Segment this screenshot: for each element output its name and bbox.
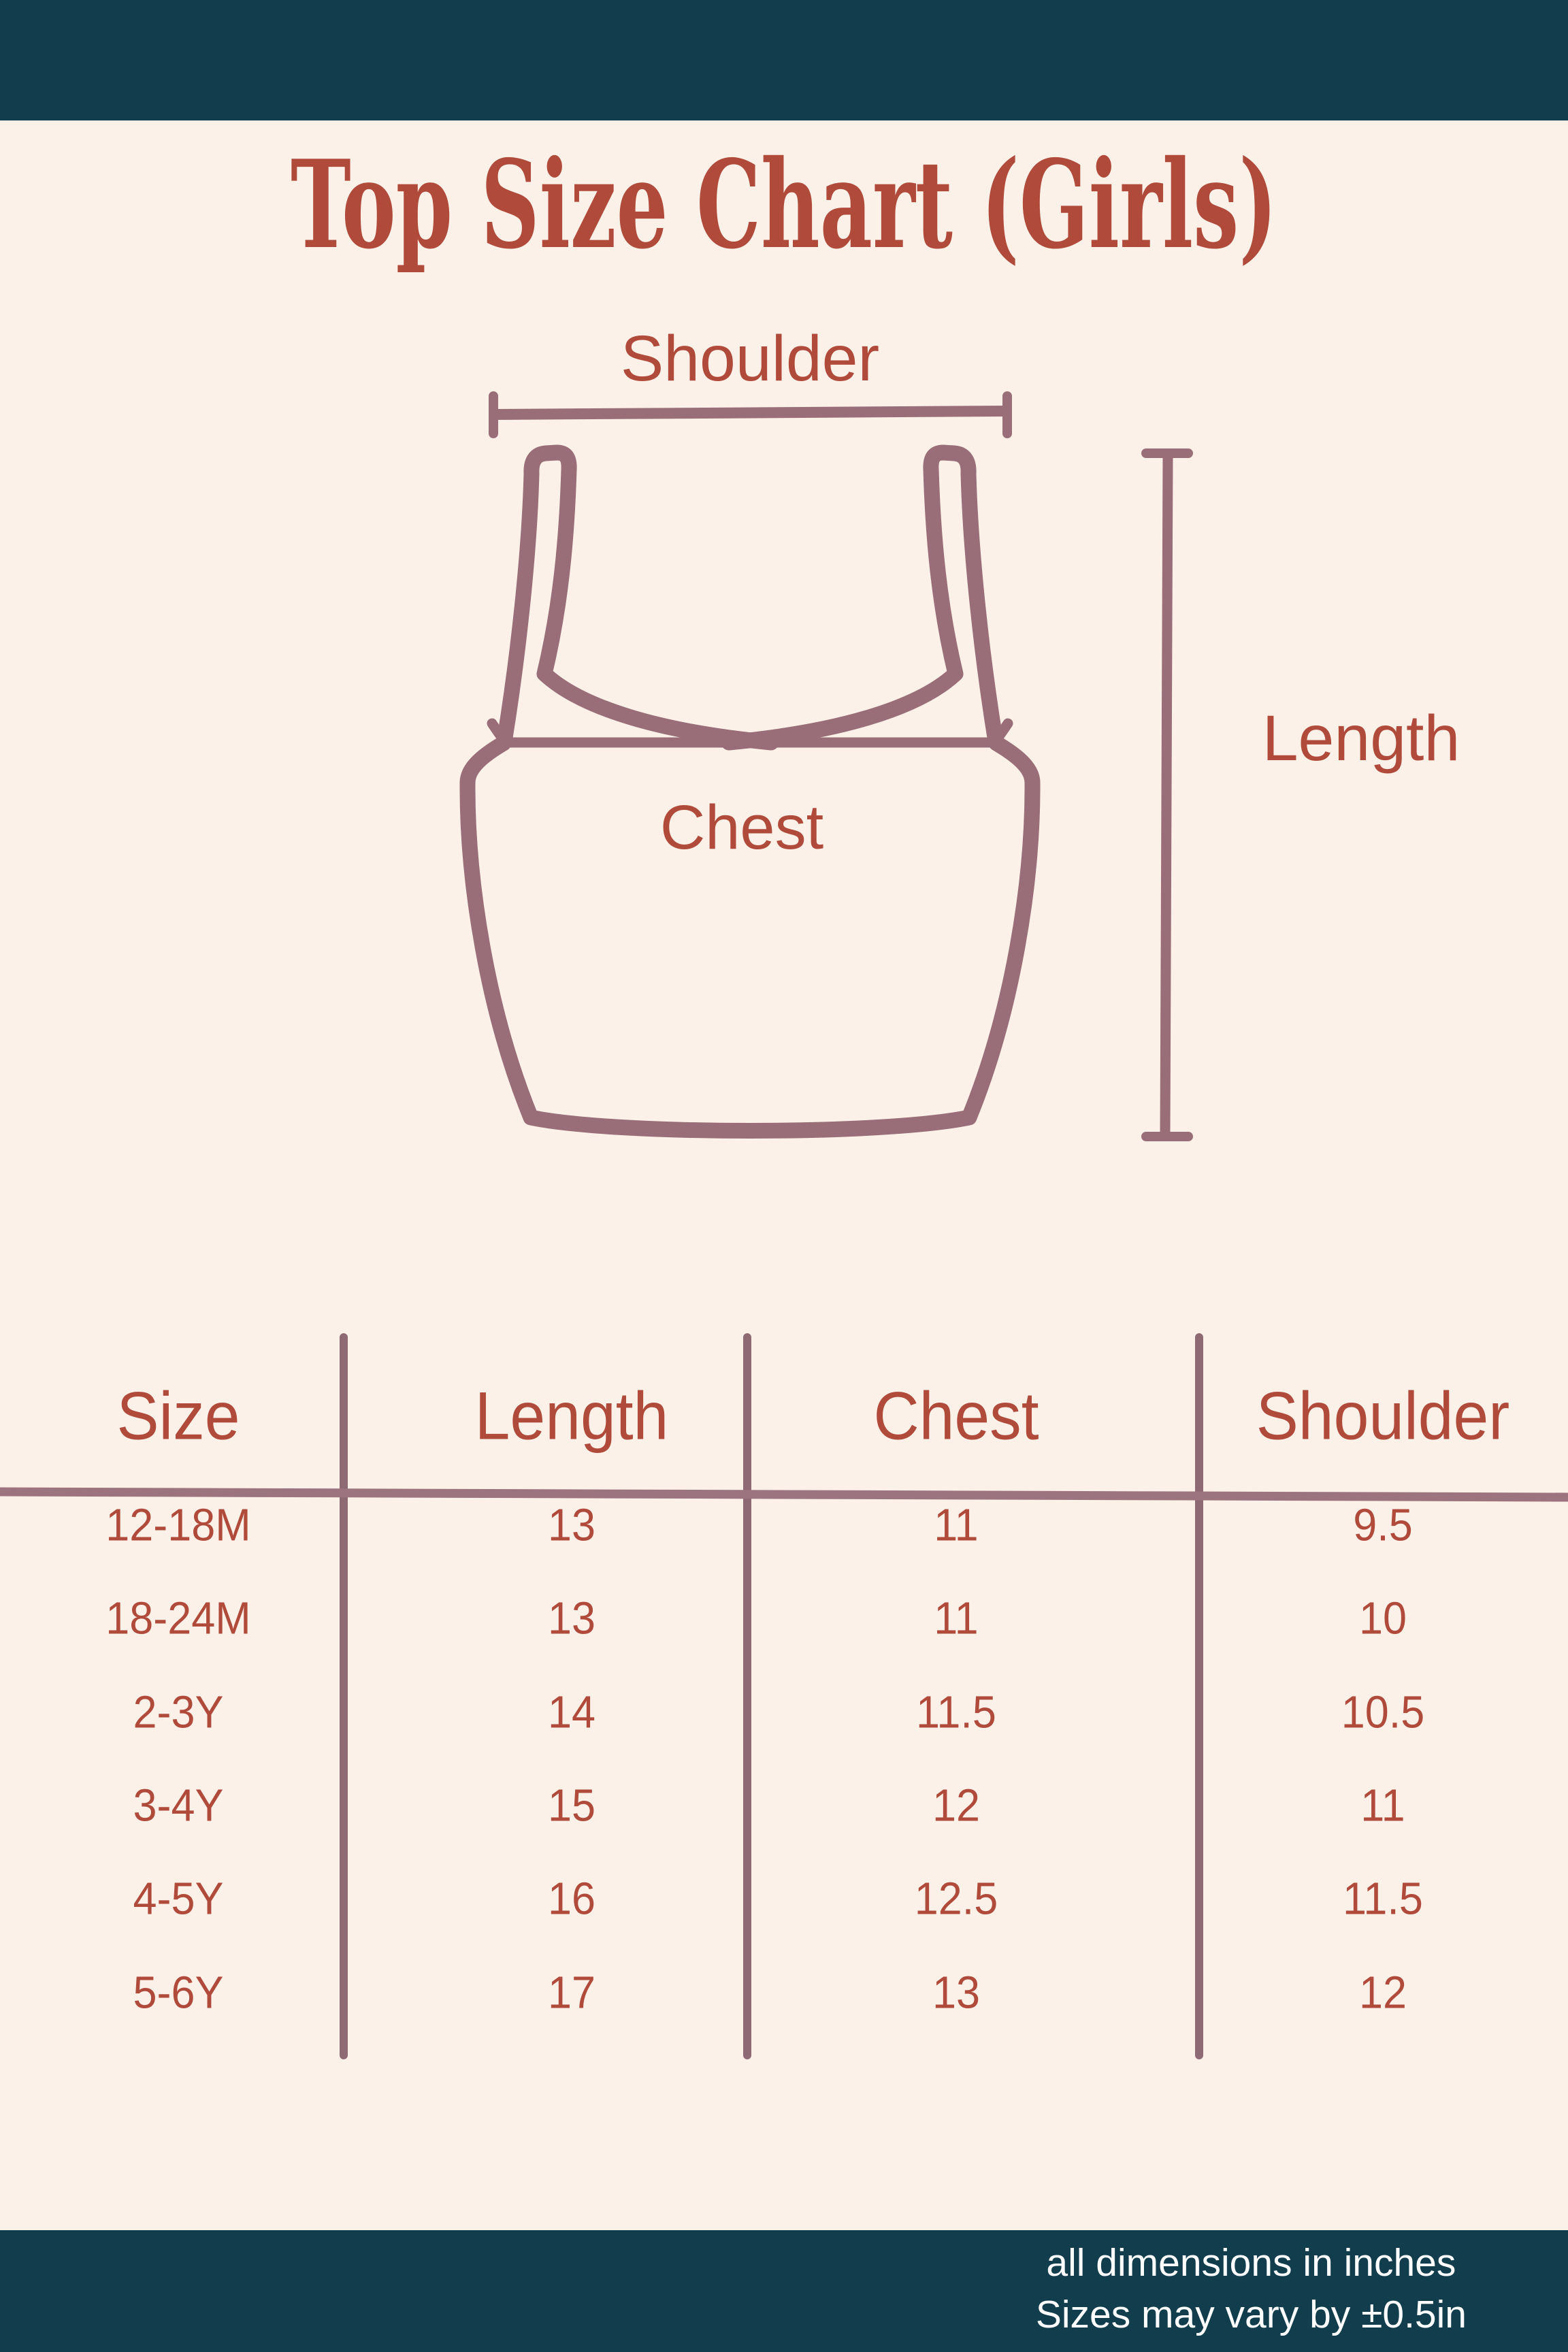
column-header-chest: Chest bbox=[873, 1377, 1039, 1454]
table-cell-length-row2: 13 bbox=[547, 1592, 596, 1644]
table-cell-length-row4: 15 bbox=[547, 1780, 596, 1831]
top-accent-bar bbox=[0, 0, 1568, 120]
diagram-chest-label: Chest bbox=[659, 793, 824, 862]
column-header-length: Length bbox=[474, 1377, 669, 1454]
column-header-shoulder: Shoulder bbox=[1256, 1377, 1510, 1454]
table-cell-shoulder-row1: 9.5 bbox=[1353, 1499, 1413, 1551]
page-title bbox=[0, 133, 1568, 276]
table-cell-length-row1: 13 bbox=[547, 1499, 596, 1551]
table-cell-shoulder-row6: 12 bbox=[1358, 1967, 1407, 2019]
table-cell-size-row1: 12-18M bbox=[105, 1499, 251, 1551]
table-cell-shoulder-row2: 10 bbox=[1358, 1592, 1407, 1644]
table-cell-size-row6: 5-6Y bbox=[133, 1967, 224, 2019]
table-cell-size-row3: 2-3Y bbox=[133, 1686, 224, 1738]
page-title-text: Top Size Chart (Girls) bbox=[291, 133, 1277, 276]
table-cell-length-row3: 14 bbox=[547, 1686, 596, 1738]
footer-note bbox=[1036, 2237, 1467, 2340]
diagram-length-label: Length bbox=[1262, 702, 1460, 774]
length-measure-line bbox=[1146, 453, 1188, 1137]
column-header-size: Size bbox=[116, 1377, 240, 1454]
shoulder-measure-line bbox=[493, 396, 1007, 434]
table-cell-length-row5: 16 bbox=[547, 1873, 596, 1925]
table-cell-shoulder-row4: 11 bbox=[1360, 1780, 1405, 1831]
table-cell-shoulder-row3: 10.5 bbox=[1341, 1686, 1425, 1738]
footer-note-line2: Sizes may vary by ±0.5in bbox=[1035, 2293, 1467, 2336]
footer-note-line1: all dimensions in inches bbox=[1046, 2241, 1456, 2285]
table-cell-chest-row1: 11 bbox=[934, 1499, 979, 1551]
table-cell-chest-row3: 11.5 bbox=[916, 1686, 996, 1738]
table-cell-size-row5: 4-5Y bbox=[133, 1873, 224, 1925]
table-cell-chest-row2: 11 bbox=[934, 1592, 979, 1644]
chest-measure-line bbox=[492, 723, 1008, 742]
table-cell-size-row4: 3-4Y bbox=[133, 1780, 224, 1831]
table-cell-chest-row5: 12.5 bbox=[914, 1873, 998, 1925]
table-cell-size-row2: 18-24M bbox=[105, 1592, 251, 1644]
tank-top-outline bbox=[468, 453, 1032, 1131]
table-cell-length-row6: 17 bbox=[547, 1967, 596, 2019]
table-cell-chest-row6: 13 bbox=[932, 1967, 981, 2019]
table-cell-shoulder-row5: 11.5 bbox=[1343, 1873, 1423, 1925]
table-cell-chest-row4: 12 bbox=[932, 1780, 981, 1831]
diagram-shoulder-label: Shoulder bbox=[620, 323, 880, 395]
